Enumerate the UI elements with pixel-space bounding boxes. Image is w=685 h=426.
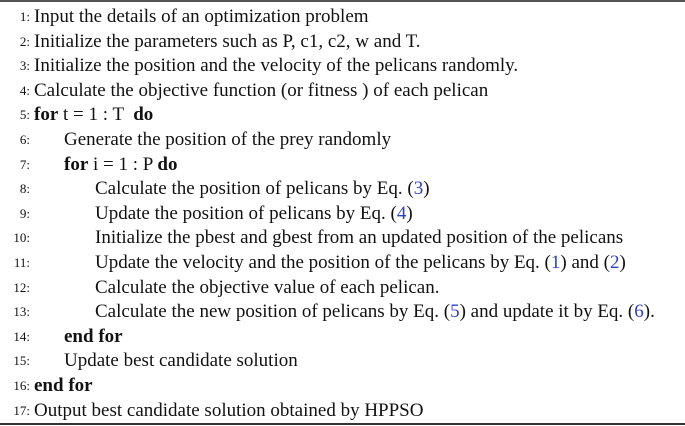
- text-segment: Calculate the objective value of each pelican.: [95, 276, 440, 298]
- line-number: 3:: [19, 58, 30, 74]
- line-text: [95, 226, 623, 251]
- text-segment: ) and (: [560, 251, 610, 273]
- text-segment: i = 1 : P: [88, 153, 158, 175]
- algorithm-line: [0, 177, 685, 202]
- text-segment: ) and update it by Eq. (: [459, 301, 635, 323]
- line-text: [95, 251, 626, 276]
- line-number: 14:: [13, 328, 30, 344]
- keyword: end for: [34, 374, 93, 396]
- algorithm-line: [0, 30, 685, 55]
- algorithm-line: [0, 276, 685, 301]
- line-text: [95, 202, 413, 227]
- line-number: 2:: [19, 33, 30, 49]
- algorithm-line: [0, 399, 685, 424]
- text-segment: ): [619, 251, 626, 273]
- text-segment: Calculate the objective function (or fitness ) of each pelican: [34, 79, 489, 101]
- text-segment: Update best candidate solution: [64, 350, 298, 372]
- algorithm-line: [0, 349, 685, 374]
- algorithm-line: [0, 5, 685, 30]
- algorithm-line: [0, 325, 685, 350]
- algorithm-line: [0, 153, 685, 178]
- line-text: [34, 374, 93, 399]
- line-number: 12:: [13, 279, 30, 295]
- equation-reference-link[interactable]: 6: [634, 301, 644, 323]
- text-segment: Initialize the pbest and gbest from an updated position of the pelicans: [95, 227, 624, 249]
- line-text: [34, 5, 369, 30]
- line-text: [95, 177, 430, 202]
- text-segment: Output best candidate solution obtained by HPPSO: [34, 399, 424, 421]
- line-text: [64, 325, 123, 350]
- equation-reference-link[interactable]: 2: [609, 251, 620, 273]
- keyword: for: [64, 153, 89, 175]
- keyword: do: [133, 104, 154, 126]
- line-number: 17:: [13, 402, 30, 418]
- equation-reference-link[interactable]: 4: [396, 202, 407, 224]
- line-text: [34, 54, 518, 79]
- line-number: 8:: [19, 181, 30, 197]
- line-number: 4:: [19, 82, 30, 98]
- line-number: 7:: [19, 156, 30, 172]
- text-segment: ).: [643, 301, 655, 323]
- text-segment: Initialize the parameters such as P, c1, c2, w and T.: [34, 30, 421, 52]
- line-text: [34, 399, 423, 424]
- algorithm-line: [0, 300, 685, 325]
- algorithm-line: [0, 54, 685, 79]
- text-segment: Input the details of an optimization problem: [34, 6, 369, 27]
- line-number: 9:: [19, 205, 30, 221]
- text-segment: Generate the position of the prey randomly: [64, 128, 392, 150]
- algorithm-line: [0, 202, 685, 227]
- text-segment: Calculate the new position of pelicans by Eq. (: [95, 301, 451, 323]
- line-text: [34, 103, 153, 128]
- text-segment: ): [423, 178, 430, 200]
- line-number: 5:: [19, 107, 30, 123]
- line-number: 1:: [19, 9, 30, 24]
- keyword: for: [34, 104, 59, 126]
- line-number: 11:: [13, 254, 30, 270]
- algorithm-line: [0, 128, 685, 153]
- line-text: [34, 79, 488, 104]
- text-segment: t = 1 : T: [58, 104, 134, 126]
- algorithm-line: [0, 79, 685, 104]
- equation-reference-link[interactable]: 3: [413, 178, 424, 200]
- line-number: 13:: [13, 304, 30, 320]
- line-text: [64, 128, 391, 153]
- algorithm-line: [0, 251, 685, 276]
- bottom-rule: [0, 423, 685, 425]
- line-number: 15:: [13, 353, 30, 369]
- line-text: [95, 276, 439, 301]
- line-number: 10:: [13, 230, 30, 246]
- equation-reference-link[interactable]: 5: [450, 301, 460, 323]
- equation-reference-link[interactable]: 1: [550, 251, 561, 273]
- algorithm-line: [0, 374, 685, 399]
- keyword: do: [157, 153, 178, 175]
- line-text: [95, 300, 655, 325]
- text-segment: Update the velocity and the position of the pelicans by Eq. (: [95, 251, 551, 273]
- keyword: end for: [64, 325, 123, 347]
- line-number: 16:: [13, 377, 30, 393]
- line-number: 6:: [19, 131, 30, 147]
- text-segment: Initialize the position and the velocity of the pelicans randomly.: [34, 55, 519, 77]
- text-segment: Update the position of pelicans by Eq. (: [95, 202, 397, 224]
- text-segment: Calculate the position of pelicans by Eq. (: [95, 178, 414, 200]
- line-text: [64, 153, 177, 178]
- line-text: [34, 30, 421, 55]
- text-segment: ): [406, 202, 413, 224]
- line-text: [64, 349, 298, 374]
- algorithm-line: [0, 103, 685, 128]
- algorithm-line: [0, 226, 685, 251]
- top-rule: [0, 0, 685, 2]
- algorithm-listing: [0, 5, 685, 423]
